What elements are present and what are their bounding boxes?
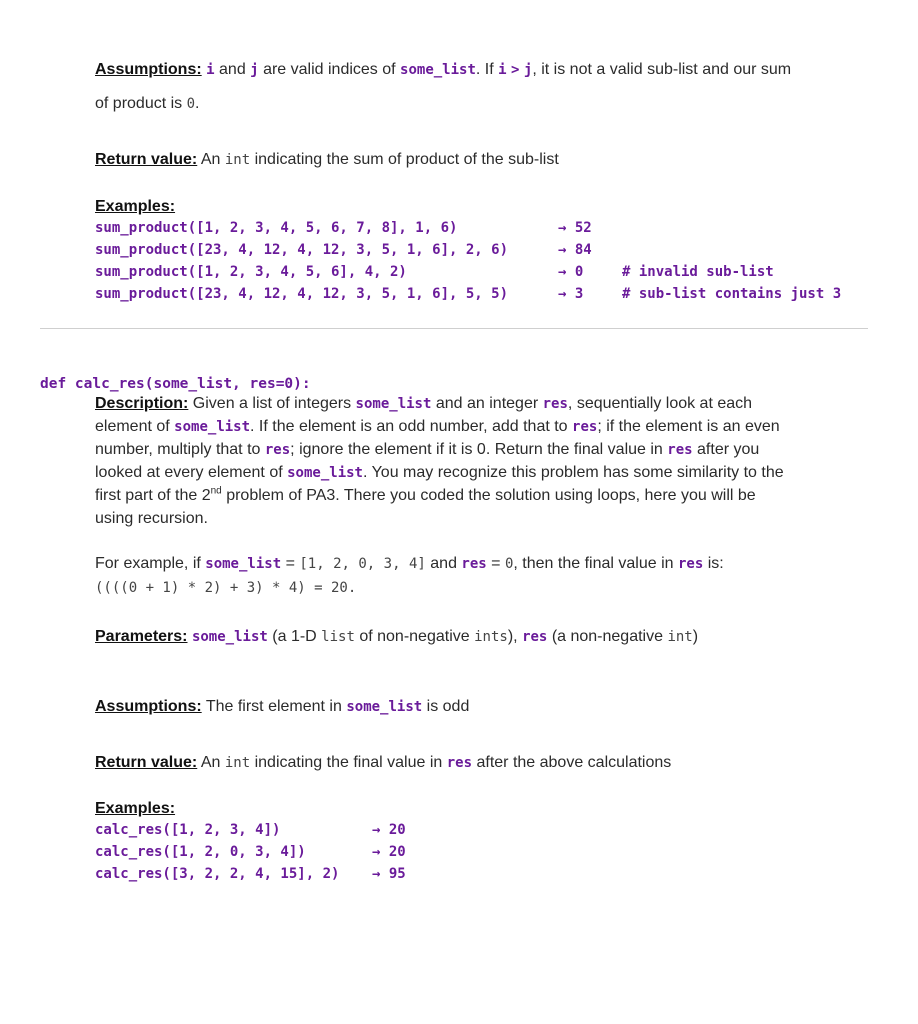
sum-product-examples-label: [95, 195, 175, 219]
code-zero: 0: [504, 556, 514, 572]
text: ; ignore the element if it is 0. Return the final value in: [290, 441, 663, 458]
superscript: nd: [210, 485, 222, 497]
text: are valid indices of: [263, 61, 396, 78]
code-res: res: [677, 556, 704, 572]
example-call: sum_product([23, 4, 12, 4, 12, 3, 5, 1, 6], 2, 6): [95, 242, 509, 258]
text: and: [430, 555, 457, 572]
example-result: → 3: [558, 286, 584, 302]
code-res: res: [572, 419, 598, 435]
code-some-list: some_list: [346, 699, 423, 715]
text: problem of PA3. There you coded the solution using loops, here you will be: [226, 487, 756, 504]
example-call: sum_product([23, 4, 12, 4, 12, 3, 5, 1, 6], 5, 5): [95, 286, 509, 302]
description-line5: [95, 484, 756, 508]
text: , sequentially look at each: [567, 395, 753, 412]
description-line1: [95, 392, 752, 416]
text: =: [285, 555, 295, 572]
example-call: calc_res([1, 2, 0, 3, 4]): [95, 844, 306, 860]
example-result: → 20: [372, 822, 406, 838]
text: (a 1-D: [272, 628, 317, 645]
text: , then the final value in: [513, 555, 674, 572]
text: (a non-negative: [551, 628, 663, 645]
text: .: [195, 95, 200, 112]
example-call: calc_res([3, 2, 2, 4, 15], 2): [95, 866, 340, 882]
text: ),: [507, 628, 518, 645]
example-result: → 0: [558, 264, 584, 280]
code-j: j: [250, 62, 259, 78]
calc-res-return-value: [95, 751, 671, 775]
text: element of: [95, 418, 170, 435]
text: An: [200, 754, 221, 771]
code-some-list: some_list: [287, 465, 363, 481]
description-line4: [95, 461, 784, 485]
text: and: [219, 61, 246, 78]
text: indicating the sum of product of the sub-list: [254, 151, 559, 168]
text: after you: [697, 441, 760, 458]
examples-label: Examples:: [95, 198, 176, 215]
example-call: calc_res([1, 2, 3, 4]): [95, 822, 281, 838]
sum-product-return-value: [95, 148, 559, 172]
code-gt: >: [511, 62, 520, 78]
code-i: i: [206, 62, 215, 78]
return-value-label: Return value:: [95, 151, 198, 168]
text: looked at every element of: [95, 464, 283, 481]
example-call: sum_product([1, 2, 3, 4, 5, 6], 4, 2): [95, 264, 407, 280]
text: . If: [475, 61, 494, 78]
code-int: int: [224, 152, 251, 168]
code-zero: 0: [186, 96, 196, 112]
return-value-label: Return value:: [95, 754, 198, 771]
text: indicating the final value in: [254, 754, 443, 771]
code-expression: ((((0 + 1) * 2) + 3) * 4) = 20.: [95, 580, 357, 596]
code-res: res: [522, 629, 548, 645]
sum-product-assumptions-line2: [95, 92, 200, 116]
example-result: → 95: [372, 866, 406, 882]
code-list: list: [321, 629, 355, 645]
code-res: res: [461, 556, 487, 572]
code-int: int: [667, 629, 693, 645]
calc-res-examples-label: [95, 797, 175, 821]
code-some-list: some_list: [400, 62, 476, 78]
example-comment: # sub-list contains just 3: [622, 286, 842, 302]
text: , it is not a valid sub-list and our sum: [532, 61, 792, 78]
text: of product is: [95, 95, 183, 112]
code-int: int: [224, 755, 251, 771]
example-call: sum_product([1, 2, 3, 4, 5, 6, 7, 8], 1, 6): [95, 220, 458, 236]
text: An: [200, 151, 221, 168]
text: =: [491, 555, 501, 572]
assumptions-label: Assumptions:: [95, 61, 202, 78]
text: . If the element is an odd number, add that to: [250, 418, 568, 435]
parameters-label: Parameters:: [95, 628, 188, 645]
code-i: i: [498, 62, 507, 78]
function-signature: def calc_res(some_list, res=0):: [40, 376, 311, 392]
code-res: res: [667, 442, 693, 458]
text: number, multiply that to: [95, 441, 261, 458]
code-res: res: [264, 442, 291, 458]
assumptions-label: Assumptions:: [95, 698, 202, 715]
description-line6: using recursion.: [95, 510, 208, 527]
code-some-list: some_list: [205, 556, 282, 572]
text: Given a list of integers: [192, 395, 352, 412]
code-some-list: some_list: [174, 419, 251, 435]
example-result: → 84: [558, 242, 592, 258]
text: first part of the 2: [95, 487, 211, 504]
text: ; if the element is an even: [597, 418, 780, 435]
description-label: Description:: [95, 395, 189, 412]
code-some-list: some_list: [191, 629, 268, 645]
example-text-line1: [95, 552, 724, 576]
examples-label: Examples:: [95, 800, 176, 817]
text: The first element in: [205, 698, 342, 715]
description-line2: [95, 415, 780, 439]
text: . You may recognize this problem has some similarity to the: [362, 464, 784, 481]
sum-product-assumptions-line1: [95, 58, 791, 82]
text: is:: [707, 555, 724, 572]
text: after the above calculations: [476, 754, 672, 771]
calc-res-assumptions: [95, 695, 469, 719]
text: is odd: [426, 698, 470, 715]
example-expression: [95, 576, 356, 600]
code-res: res: [542, 396, 568, 412]
code-ints: ints: [474, 629, 508, 645]
code-res: res: [446, 755, 473, 771]
text: For example, if: [95, 555, 201, 572]
example-comment: # invalid sub-list: [622, 264, 774, 280]
text: of non-negative: [359, 628, 470, 645]
description-line3: [95, 438, 759, 462]
text: and an integer: [435, 395, 539, 412]
code-some-list: some_list: [355, 396, 432, 412]
parameters-line: [95, 625, 698, 649]
text: ): [692, 628, 699, 645]
example-result: → 52: [558, 220, 592, 236]
example-result: → 20: [372, 844, 406, 860]
section-divider: [40, 328, 868, 329]
code-j: j: [523, 62, 533, 78]
code-list: [1, 2, 0, 3, 4]: [299, 556, 426, 572]
